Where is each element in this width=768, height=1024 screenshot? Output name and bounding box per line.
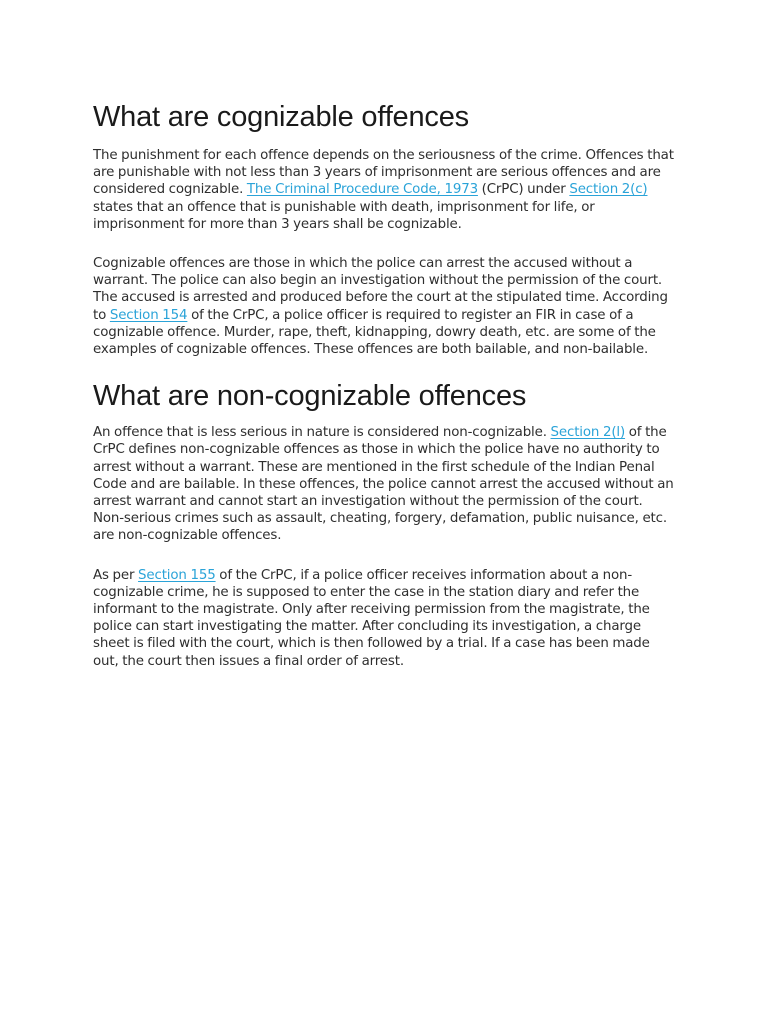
paragraph-non-cognizable-procedure (93, 567, 677, 670)
paragraph-text: (CrPC) under (477, 182, 570, 198)
paragraph-text: Cognizable offences are those in which the police can arrest the accused without a warrant. The police can also begin an investigation without the permission of the court. The accused is arrested and produced before the court at the stipulated time. According to (93, 256, 668, 323)
link-section-2l[interactable]: Section 2(l) (550, 425, 626, 441)
heading-cognizable-offences: What are cognizable offences (93, 101, 469, 133)
paragraph-text: of the CrPC, a police officer is required to register an FIR in case of a cognizable offence. Murder, rape, theft, kidnapping, dowry death, etc. are some of the examples of cognizable offences. These offences are both bailable, and non-bailable. (93, 307, 656, 358)
paragraph-text: states that an offence that is punishable with death, imprisonment for life, or imprisonment for more than 3 years shall be cognizable. (93, 199, 595, 232)
paragraph-text: The punishment for each offence depends on the seriousness of the crime. Offences that are punishable with not less than 3 years of imprisonment are serious offences and are considered cognizable. (93, 148, 674, 198)
paragraph-text: of the CrPC defines non-cognizable offences as those in which the police have no authority to arrest without a warrant. These are mentioned in the first schedule of the Indian Penal Code and are bailable. In these offences, the police cannot arrest the accused without an arrest warrant and cannot start an investigation without the permission of the court. Non-serious crimes such as assault, cheating, forgery, defamation, public nuisance, etc. are non-cognizable offences. (93, 425, 674, 544)
link-section-154[interactable]: Section 154 (109, 307, 188, 323)
article-body (93, 98, 677, 670)
link-section-155[interactable]: Section 155 (138, 567, 216, 583)
paragraph-text: An offence that is less serious in nature is considered non-cognizable. (93, 425, 551, 441)
paragraph-text: of the CrPC, if a police officer receives information about a non-cognizable crime, he is supposed to enter the case in the station diary and refer the informant to the magistrate. Only after receiving permission from the magistrate, the police can start investigating the matter. After concluding its investigation, a charge sheet is filed with the court, which is then followed by a trial. If a case has been made out, the court then issues a final order of arrest. (93, 567, 650, 669)
paragraph-cognizable-arrest (93, 255, 677, 358)
paragraph-non-cognizable-definition (93, 424, 677, 544)
paragraph-cognizable-definition (93, 147, 677, 233)
link-section-2c[interactable]: Section 2(c) (569, 182, 648, 198)
heading-non-cognizable-offences: What are non-cognizable offences (93, 380, 527, 413)
paragraph-text: As per (93, 567, 139, 583)
link-crpc-1973[interactable]: The Criminal Procedure Code, 1973 (246, 182, 478, 198)
